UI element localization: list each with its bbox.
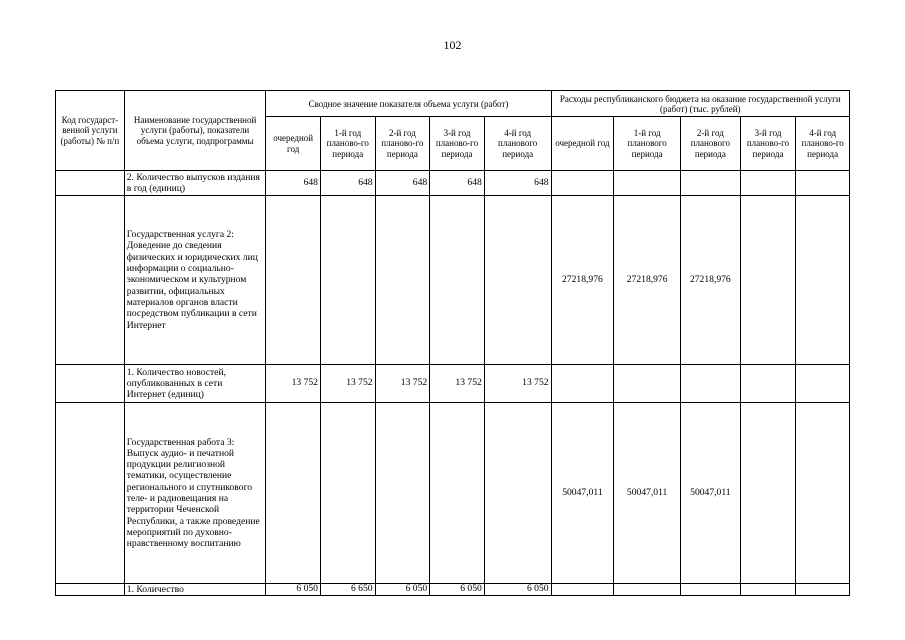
volume-cell <box>375 196 430 365</box>
expense-cell <box>796 171 850 196</box>
volume-cell: 6 050 <box>430 584 485 596</box>
expense-cell <box>740 196 796 365</box>
volume-cell: 13 752 <box>375 365 430 403</box>
header-expense-col: 2-й год планового периода <box>681 117 741 171</box>
volume-cell: 13 752 <box>484 365 551 403</box>
row-code <box>56 171 125 196</box>
expense-cell: 50047,011 <box>614 403 681 584</box>
header-volume-col: 3-й год планово-го периода <box>430 117 485 171</box>
expense-cell <box>796 584 850 596</box>
row-name: Государственная услуга 2: Доведение до сведения физических и юридических лиц информации о социально-экономическом и культурном развитии, официальных материалов органов власти посредством публикации в сети Интернет <box>124 196 266 365</box>
volume-cell: 648 <box>320 171 375 196</box>
volume-cell: 648 <box>375 171 430 196</box>
row-code <box>56 584 125 596</box>
volume-cell: 648 <box>266 171 321 196</box>
expense-cell <box>614 584 681 596</box>
expense-cell: 27218,976 <box>614 196 681 365</box>
expense-cell <box>551 584 614 596</box>
row-name: 2. Количество выпусков издания в год (единиц) <box>124 171 266 196</box>
volume-cell <box>266 196 321 365</box>
table-row <box>56 171 850 196</box>
volume-cell: 13 752 <box>430 365 485 403</box>
header-expense-col: 4-й год планово-го периода <box>796 117 850 171</box>
header-volume-col: очередной год <box>266 117 321 171</box>
expense-cell <box>614 365 681 403</box>
volume-cell: 648 <box>484 171 551 196</box>
volume-cell: 6 050 <box>375 584 430 596</box>
header-expense-col: 1-й год планового периода <box>614 117 681 171</box>
header-expense-col: 3-й год планово-го периода <box>740 117 796 171</box>
expense-cell <box>740 584 796 596</box>
volume-cell <box>320 403 375 584</box>
expense-cell: 50047,011 <box>681 403 741 584</box>
expense-cell <box>551 171 614 196</box>
volume-cell <box>375 403 430 584</box>
expense-cell <box>614 171 681 196</box>
volume-cell <box>484 403 551 584</box>
expense-cell <box>740 365 796 403</box>
header-volume-group: Сводное значение показателя объема услуги (работ) <box>266 91 551 117</box>
table-row <box>56 196 850 365</box>
budget-table <box>55 90 850 596</box>
expense-cell <box>551 365 614 403</box>
header-volume-col: 4-й год планового периода <box>484 117 551 171</box>
header-expense-col: очередной год <box>551 117 614 171</box>
volume-cell: 6 650 <box>320 584 375 596</box>
volume-cell <box>320 196 375 365</box>
row-name: 1. Количество <box>124 584 266 596</box>
header-volume-col: 1-й год планово-го периода <box>320 117 375 171</box>
expense-cell: 50047,011 <box>551 403 614 584</box>
volume-cell <box>484 196 551 365</box>
row-code <box>56 403 125 584</box>
expense-cell <box>796 196 850 365</box>
expense-cell <box>796 403 850 584</box>
expense-cell <box>681 171 741 196</box>
volume-cell: 648 <box>430 171 485 196</box>
header-code: Код государст-венной услуги (работы) № п/п <box>56 91 125 171</box>
expense-cell: 27218,976 <box>681 196 741 365</box>
volume-cell: 6 050 <box>484 584 551 596</box>
volume-cell: 13 752 <box>320 365 375 403</box>
row-code <box>56 365 125 403</box>
volume-cell <box>430 403 485 584</box>
page-number: 102 <box>443 38 462 52</box>
expense-cell: 27218,976 <box>551 196 614 365</box>
expense-cell <box>740 403 796 584</box>
volume-cell: 6 050 <box>266 584 321 596</box>
volume-cell <box>266 403 321 584</box>
expense-cell <box>740 171 796 196</box>
row-code <box>56 196 125 365</box>
header-name: Наименование государственной услуги (работы), показатели объема услуги, подпрограммы <box>124 91 266 171</box>
header-volume-col: 2-й год планово-го периода <box>375 117 430 171</box>
volume-cell: 13 752 <box>266 365 321 403</box>
table-row <box>56 584 850 596</box>
table-row <box>56 365 850 403</box>
expense-cell <box>681 365 741 403</box>
table-row <box>56 403 850 584</box>
expense-cell <box>681 584 741 596</box>
volume-cell <box>430 196 485 365</box>
header-expense-group: Расходы республиканского бюджета на оказание государственной услуги (работ) (тыс. рублей) <box>551 91 849 117</box>
row-name: 1. Количество новостей, опубликованных в сети Интернет (единиц) <box>124 365 266 403</box>
expense-cell <box>796 365 850 403</box>
row-name: Государственная работа 3: Выпуск аудио- и печатной продукции религиозной тематики, осуществление регионального и спутникового теле- и радиовещания на территории Чеченской Республики, а также проведение мероприятий по духовно-нравственному воспитанию <box>124 403 266 584</box>
